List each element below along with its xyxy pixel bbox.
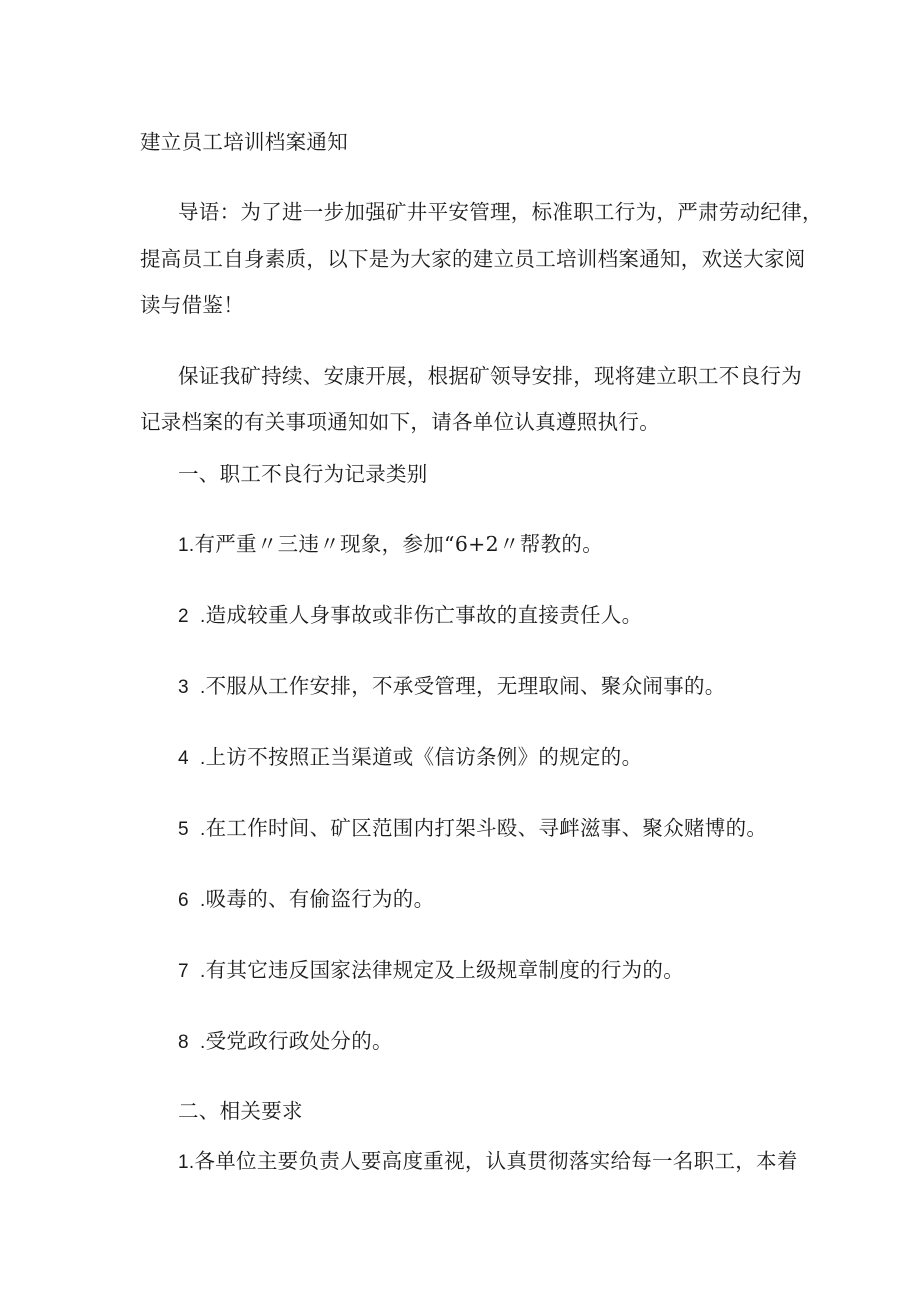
list-item-text: 有其它违反国家法律规定及上级规章制度的行为的。 [205, 958, 685, 982]
list-item-number: 6 . [178, 890, 206, 911]
list-item-number: 1. [178, 1152, 195, 1173]
list-item [178, 1027, 393, 1057]
list-item-number: 2 . [178, 606, 206, 627]
section1-heading: 一、职工不良行为记录类别 [178, 462, 428, 486]
section2-heading: 二、相关要求 [178, 1099, 303, 1123]
list-item-number: 7 . [178, 961, 206, 982]
list-item-text: 造成较重人身事故或非伤亡事故的直接责任人。 [205, 603, 643, 627]
paragraph-line-1: 保证我矿持续、安康开展，根据矿领导安排，现将建立职工不良行为 [178, 364, 802, 388]
list-item [178, 672, 726, 702]
list-item-text: 上访不按照正当渠道或《信访条例》的规定的。 [205, 745, 643, 769]
list-item [178, 530, 603, 560]
list-item [178, 743, 642, 773]
list-item-text: 吸毒的、有偷盗行为的。 [205, 887, 435, 911]
list-item-text: 有严重〃三违〃现象，参加“6+2〃帮教的。 [194, 532, 603, 556]
list-item [178, 885, 434, 915]
list-item-number: 3 . [178, 677, 206, 698]
document-title: 建立员工培训档案通知 [140, 130, 348, 154]
intro-line-1: 导语：为了进一步加强矿井平安管理，标准职工行为，严肃劳动纪律， [178, 200, 823, 224]
intro-line-2: 提高员工自身素质，以下是为大家的建立员工培训档案通知，欢送大家阅 [140, 247, 806, 271]
list-item-number: 8 . [178, 1032, 206, 1053]
list-item [178, 1147, 798, 1177]
list-item [178, 956, 684, 986]
list-item-number: 4 . [178, 748, 206, 769]
list-item-number: 1. [178, 535, 195, 556]
intro-line-3: 读与借鉴！ [140, 293, 244, 317]
list-item [178, 814, 767, 844]
list-item-text: 在工作时间、矿区范围内打架斗殴、寻衅滋事、聚众赌博的。 [205, 816, 768, 840]
paragraph-line-2: 记录档案的有关事项通知如下，请各单位认真遵照执行。 [140, 410, 660, 434]
list-item [178, 601, 642, 631]
list-item-number: 5 . [178, 819, 206, 840]
list-item-text: 各单位主要负责人要高度重视，认真贯彻落实给每一名职工，本着 [194, 1149, 798, 1173]
list-item-text: 不服从工作安排，不承受管理，无理取闹、聚众闹事的。 [205, 674, 726, 698]
list-item-text: 受党政行政处分的。 [205, 1029, 393, 1053]
